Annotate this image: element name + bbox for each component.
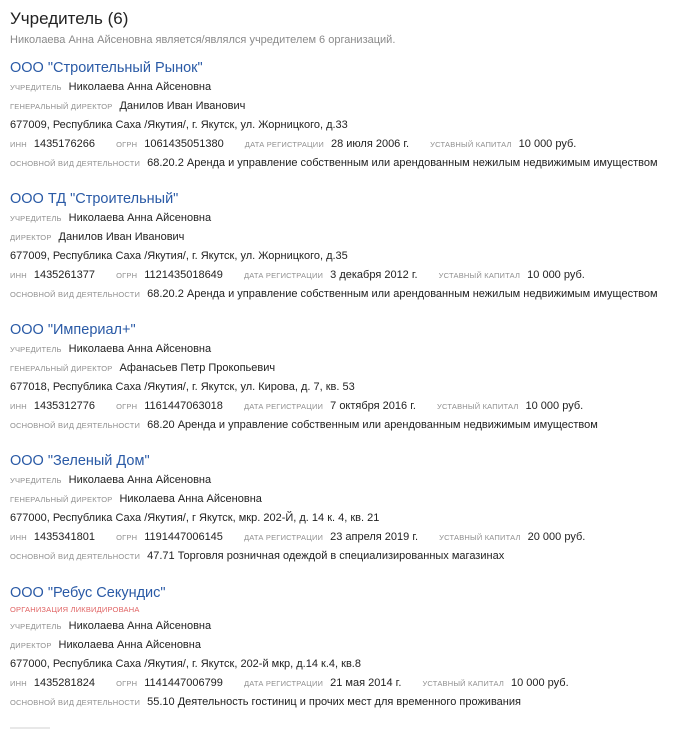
requisites-row (10, 397, 690, 416)
director-value: Афанасьев Петр Прокопьевич (119, 362, 276, 374)
ogrn-value: 1191447006145 (144, 531, 223, 543)
reg-date-value: 28 июля 2006 г. (330, 138, 410, 150)
requisites-row (10, 528, 690, 547)
capital-value: 10 000 руб. (525, 400, 584, 412)
address: 677000, Республика Саха /Якутия/, г Якутск, мкр. 202-Й, д. 14 к. 4, кв. 21 (10, 512, 380, 524)
founder-value: Николаева Анна Айсеновна (68, 81, 212, 93)
capital-label: УСТАВНЫЙ КАПИТАЛ (430, 140, 512, 149)
capital-value: 10 000 руб. (518, 138, 577, 150)
ogrn-label: ОГРН (116, 533, 138, 542)
reg-date-value: 21 мая 2014 г. (330, 677, 402, 689)
address: 677000, Республика Саха /Якутия/, г. Якутск, 202-й мкр, д.14 к.4, кв.8 (10, 658, 361, 670)
activity-row (10, 547, 690, 566)
director-value: Данилов Иван Иванович (58, 231, 185, 243)
founder-row (10, 78, 690, 97)
liquidated-status-badge: ОРГАНИЗАЦИЯ ЛИКВИДИРОВАНА (10, 605, 140, 614)
director-label: ДИРЕКТОР (10, 233, 52, 242)
reg-date-value: 3 декабря 2012 г. (330, 269, 418, 281)
divider (10, 727, 50, 729)
inn-label: ИНН (10, 533, 27, 542)
founder-value: Николаева Анна Айсеновна (68, 343, 212, 355)
ogrn-label: ОГРН (116, 271, 138, 280)
director-label: ДИРЕКТОР (10, 641, 52, 650)
capital-value: 10 000 руб. (510, 677, 569, 689)
ogrn-value: 1061435051380 (144, 138, 224, 150)
ogrn-label: ОГРН (116, 140, 138, 149)
org-name-link[interactable]: ООО "Строительный Рынок" (10, 60, 203, 76)
founder-row (10, 340, 690, 359)
address: 677009, Республика Саха /Якутия/, г. Якутск, ул. Жорницкого, д.35 (10, 250, 348, 262)
requisites-row (10, 674, 690, 693)
director-value: Николаева Анна Айсеновна (58, 639, 201, 651)
founder-label: УЧРЕДИТЕЛЬ (10, 476, 62, 485)
activity-row (10, 693, 690, 712)
org-name-link[interactable]: ООО "Империал+" (10, 322, 136, 338)
reg-date-label: ДАТА РЕГИСТРАЦИИ (243, 402, 324, 411)
capital-label: УСТАВНЫЙ КАПИТАЛ (438, 271, 521, 280)
director-row (10, 228, 690, 247)
org-name-link[interactable]: ООО "Зеленый Дом" (10, 453, 150, 469)
address: 677009, Республика Саха /Якутия/, г. Якутск, ул. Жорницкого, д.33 (10, 119, 348, 131)
activity-row (10, 416, 690, 435)
activity-label: ОСНОВНОЙ ВИД ДЕЯТЕЛЬНОСТИ (10, 421, 141, 430)
capital-value: 20 000 руб. (527, 531, 586, 543)
org-card (10, 320, 690, 435)
page-subtitle: Николаева Анна Айсеновна является/являлся учредителем 6 организаций. (10, 34, 396, 46)
founder-row (10, 617, 690, 636)
director-row (10, 636, 690, 655)
org-name-link[interactable]: ООО "Ребус Секундис" (10, 585, 166, 601)
activity-value: 55.10 Деятельность гостиниц и прочих мест для временного проживания (147, 696, 521, 708)
activity-value: 68.20.2 Аренда и управление собственным или арендованным нежилым недвижимым имуществом (147, 157, 658, 169)
ogrn-label: ОГРН (116, 679, 138, 688)
activity-label: ОСНОВНОЙ ВИД ДЕЯТЕЛЬНОСТИ (10, 159, 141, 168)
inn-value: 1435176266 (33, 138, 96, 150)
founder-label: УЧРЕДИТЕЛЬ (10, 622, 62, 631)
founder-row (10, 471, 690, 490)
director-row (10, 97, 690, 116)
inn-label: ИНН (10, 140, 27, 149)
requisites-row (10, 266, 690, 285)
activity-row (10, 154, 690, 173)
founder-label: УЧРЕДИТЕЛЬ (10, 345, 62, 354)
capital-label: УСТАВНЫЙ КАПИТАЛ (437, 402, 519, 411)
reg-date-label: ДАТА РЕГИСТРАЦИИ (243, 533, 324, 542)
director-value: Данилов Иван Иванович (119, 100, 246, 112)
director-label: ГЕНЕРАЛЬНЫЙ ДИРЕКТОР (10, 102, 113, 111)
founder-value: Николаева Анна Айсеновна (68, 620, 212, 632)
inn-label: ИНН (10, 402, 27, 411)
org-card (10, 583, 690, 712)
director-row (10, 359, 690, 378)
founder-label: УЧРЕДИТЕЛЬ (10, 83, 62, 92)
page-title: Учредитель (6) (10, 9, 129, 28)
inn-value: 1435281824 (33, 677, 96, 689)
address: 677018, Республика Саха /Якутия/, г. Якутск, ул. Кирова, д. 7, кв. 53 (10, 381, 355, 393)
reg-date-value: 7 октября 2016 г. (330, 400, 416, 412)
requisites-row (10, 135, 690, 154)
activity-value: 68.20.2 Аренда и управление собственным или арендованным нежилым недвижимым имуществом (147, 288, 658, 300)
activity-label: ОСНОВНОЙ ВИД ДЕЯТЕЛЬНОСТИ (10, 698, 141, 707)
inn-label: ИНН (10, 679, 27, 688)
director-value: Николаева Анна Айсеновна (119, 493, 262, 505)
reg-date-label: ДАТА РЕГИСТРАЦИИ (243, 271, 324, 280)
inn-value: 1435261377 (33, 269, 96, 281)
inn-value: 1435312776 (33, 400, 96, 412)
org-card (10, 451, 690, 566)
ogrn-value: 1161447063018 (144, 400, 223, 412)
founder-label: УЧРЕДИТЕЛЬ (10, 214, 62, 223)
ogrn-value: 1121435018649 (144, 269, 223, 281)
org-card (10, 58, 690, 173)
reg-date-label: ДАТА РЕГИСТРАЦИИ (243, 679, 324, 688)
director-label: ГЕНЕРАЛЬНЫЙ ДИРЕКТОР (10, 495, 113, 504)
capital-value: 10 000 руб. (527, 269, 585, 281)
founder-value: Николаева Анна Айсеновна (68, 212, 212, 224)
org-name-link[interactable]: ООО ТД "Строительный" (10, 191, 179, 207)
director-row (10, 490, 690, 509)
activity-row (10, 285, 690, 304)
inn-value: 1435341801 (33, 531, 96, 543)
activity-value: 68.20 Аренда и управление собственным или арендованным недвижимым имуществом (147, 419, 598, 431)
ogrn-label: ОГРН (116, 402, 138, 411)
ogrn-value: 1141447006799 (144, 677, 223, 689)
founder-value: Николаева Анна Айсеновна (68, 474, 212, 486)
capital-label: УСТАВНЫЙ КАПИТАЛ (439, 533, 521, 542)
activity-label: ОСНОВНОЙ ВИД ДЕЯТЕЛЬНОСТИ (10, 552, 141, 561)
activity-label: ОСНОВНОЙ ВИД ДЕЯТЕЛЬНОСТИ (10, 290, 141, 299)
org-card (10, 189, 690, 304)
reg-date-label: ДАТА РЕГИСТРАЦИИ (244, 140, 324, 149)
reg-date-value: 23 апреля 2019 г. (330, 531, 419, 543)
founder-row (10, 209, 690, 228)
director-label: ГЕНЕРАЛЬНЫЙ ДИРЕКТОР (10, 364, 113, 373)
activity-value: 47.71 Торговля розничная одеждой в специализированных магазинах (147, 550, 505, 562)
capital-label: УСТАВНЫЙ КАПИТАЛ (422, 679, 504, 688)
inn-label: ИНН (10, 271, 27, 280)
